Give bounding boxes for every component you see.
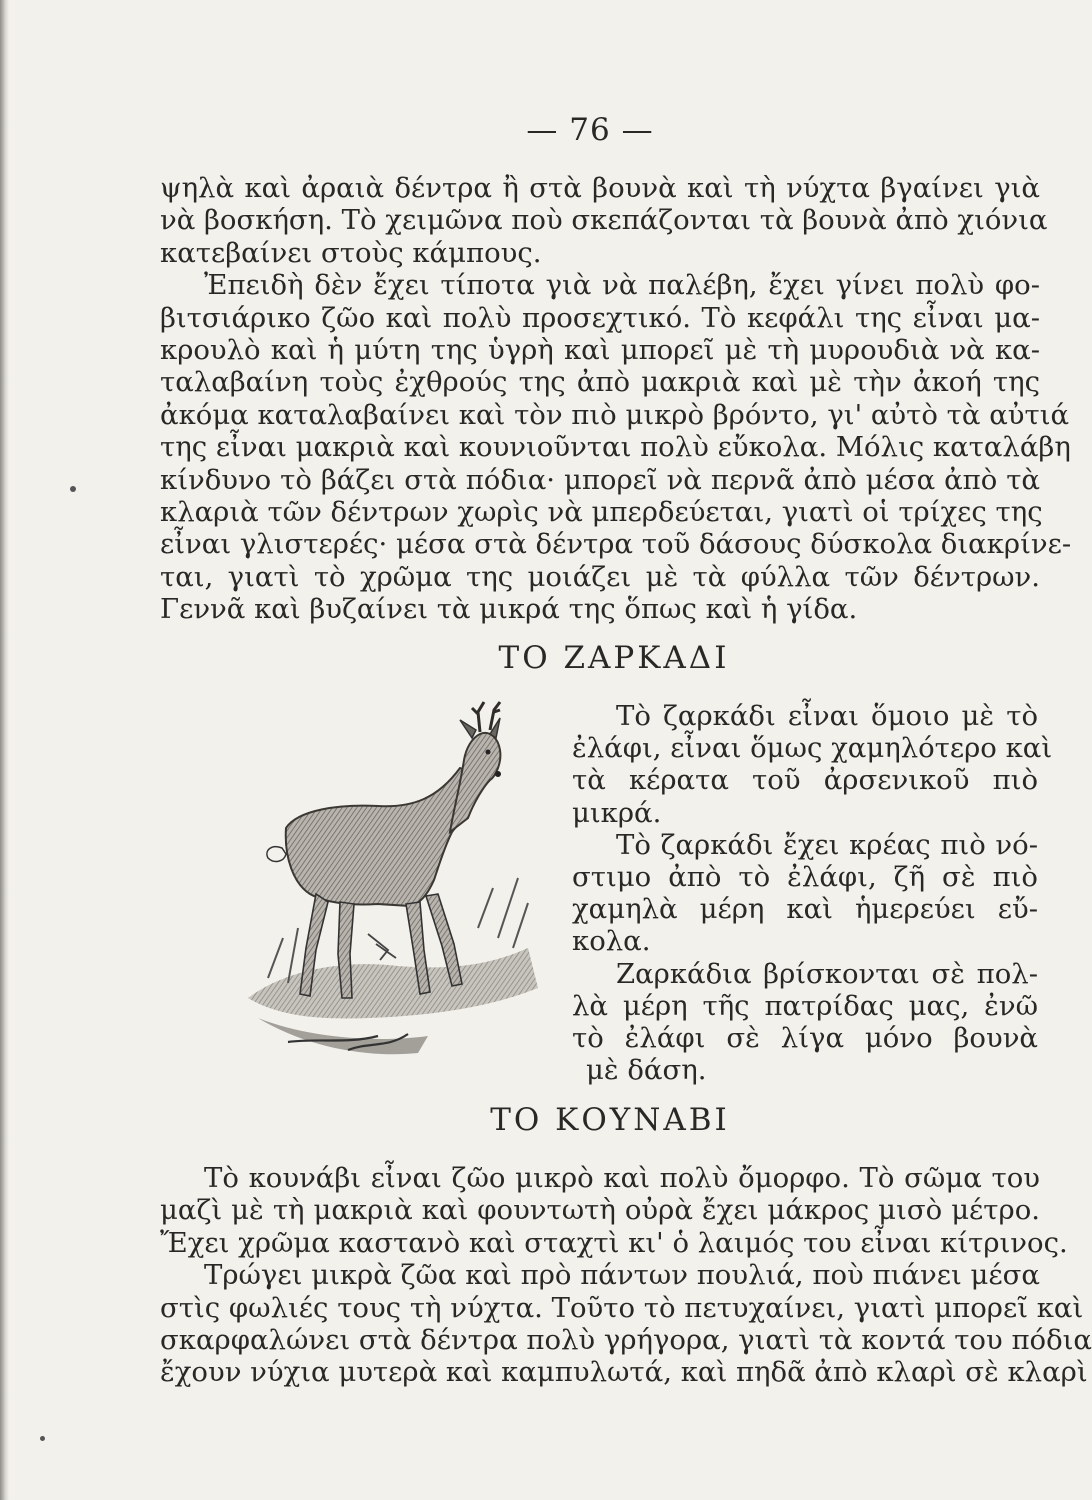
kounavi-paragraphs — [160, 1162, 1092, 1389]
text-line: Τὸ ζαρκάδι ἔχει κρέας πιὸ νό- — [616, 828, 1038, 861]
text-line: ἀκόμα καταλαβαίνει καὶ τὸν πιὸ μικρὸ βρόντο, γι' αὐτὸ τὰ αὐτιά — [160, 398, 1070, 431]
text-line: εἶναι γλιστερές· μέσα στὰ δέντρα τοῦ δάσους δύσκολα διακρίνε- — [160, 528, 1072, 561]
text-line: Τὸ ζαρκάδι εἶναι ὅμοιο μὲ τὸ — [616, 700, 1038, 732]
text-line: στὶς φωλιές τους τὴ νύχτα. Τοῦτο τὸ πετυχαίνει, γιατὶ μπορεῖ καὶ — [160, 1291, 1084, 1324]
text-line: κλαριὰ τῶν δέντρων χωρὶς νὰ μπερδεύεται, γιατὶ οἱ τρίχες της — [160, 495, 1043, 528]
text-line: βιτσιάρικο ζῶο καὶ πολὺ προσεχτικό. Τὸ κεφάλι της εἶναι μα- — [160, 301, 1040, 334]
page-binding-edge — [0, 0, 9, 1500]
zarkadi-description — [572, 700, 1053, 1087]
text-line: Ζαρκάδια βρίσκονται σὲ πολ- — [616, 957, 1038, 990]
roe-deer-illustration — [228, 698, 548, 1070]
page-number: — 76 — — [526, 112, 654, 148]
text-line: νὰ βοσκήση. Τὸ χειμῶνα ποὺ σκεπάζονται τὰ βουνὰ ἀπὸ χιόνια — [160, 204, 1048, 237]
text-line: στιμο ἀπὸ τὸ ἐλάφι, ζῆ σὲ πιὸ — [572, 860, 1038, 893]
text-line: ἔχουν νύχια μυτερὰ καὶ καμπυλωτά, καὶ πηδᾶ ἀπὸ κλαρὶ σὲ κλαρὶ — [160, 1356, 1088, 1389]
section-title-kounavi: ΤΟ ΚΟΥΝΑΒΙ — [490, 1102, 730, 1138]
text-line: κρουλὸ καὶ ἡ μύτη της ὑγρὴ καὶ μπορεῖ μὲ τὴ μυρουδιὰ νὰ κα- — [160, 333, 1040, 366]
text-line: ἐλάφι, εἶναι ὅμως χαμηλότερο καὶ — [572, 732, 1053, 765]
text-line: Ἐπειδὴ δὲν ἔχει τίποτα γιὰ νὰ παλέβη, ἔχει γίνει πολὺ φο- — [204, 269, 1040, 302]
text-line: χαμηλὰ μέρη καὶ ἡμερεύει εὔ- — [572, 893, 1038, 926]
text-line: μὲ δάση. — [586, 1054, 707, 1087]
text-line: κολα. — [572, 925, 651, 958]
print-speck — [40, 1436, 45, 1441]
text-line: τὸ ἐλάφι σὲ λίγα μόνο βουνὰ — [572, 1021, 1038, 1054]
text-line: ταλαβαίνη τοὺς ἐχθρούς της ἀπὸ μακριὰ καὶ μὲ τὴν ἀκοή της — [160, 366, 1040, 399]
text-line: Τὸ κουνάβι εἶναι ζῶο μικρὸ καὶ πολὺ ὄμορφο. Τὸ σῶμα του — [204, 1162, 1040, 1194]
print-speck — [70, 486, 76, 492]
text-line: ψηλὰ καὶ ἀραιὰ δέντρα ἢ στὰ βουνὰ καὶ τὴ νύχτα βγαίνει γιὰ — [160, 172, 1040, 204]
text-line: λὰ μέρη τῆς πατρίδας μας, ἐνῶ — [572, 989, 1038, 1022]
text-line: Τρώγει μικρὰ ζῶα καὶ πρὸ πάντων πουλιά, ποὺ πιάνει μέσα — [204, 1259, 1040, 1292]
text-line: σκαρφαλώνει στὰ δέντρα πολὺ γρήγορα, γιατὶ τὰ κοντά του πόδια — [160, 1323, 1092, 1356]
text-line: μαζὶ μὲ τὴ μακριὰ καὶ φουντωτὴ οὐρὰ ἔχει μάκρος μισὸ μέτρο. — [160, 1194, 1040, 1227]
intro-paragraphs — [160, 172, 1072, 626]
text-line: Ἔχει χρῶμα καστανὸ καὶ σταχτὶ κι' ὁ λαιμός του εἶναι κίτρινος. — [160, 1226, 1068, 1259]
text-line: μικρά. — [572, 796, 662, 829]
section-title-zarkadi: ΤΟ ΖΑΡΚΑΔΙ — [498, 640, 730, 676]
text-line: κατεβαίνει στοὺς κάμπους. — [160, 236, 542, 269]
text-line: της εἶναι μακριὰ καὶ κουνιοῦνται πολὺ εὔκολα. Μόλις καταλάβη — [160, 431, 1071, 464]
text-line: κίνδυνο τὸ βάζει στὰ πόδια· μπορεῖ νὰ περνᾶ ἀπὸ μέσα ἀπὸ τὰ — [160, 463, 1040, 496]
text-line: τὰ κέρατα τοῦ ἀρσενικοῦ πιὸ — [572, 764, 1038, 797]
text-line: Γεννᾶ καὶ βυζαίνει τὰ μικρά της ὅπως καὶ ἡ γίδα. — [160, 593, 858, 626]
text-line: ται, γιατὶ τὸ χρῶμα της μοιάζει μὲ τὰ φύλλα τῶν δέντρων. — [160, 560, 1040, 593]
roe-deer-icon — [228, 698, 548, 1070]
